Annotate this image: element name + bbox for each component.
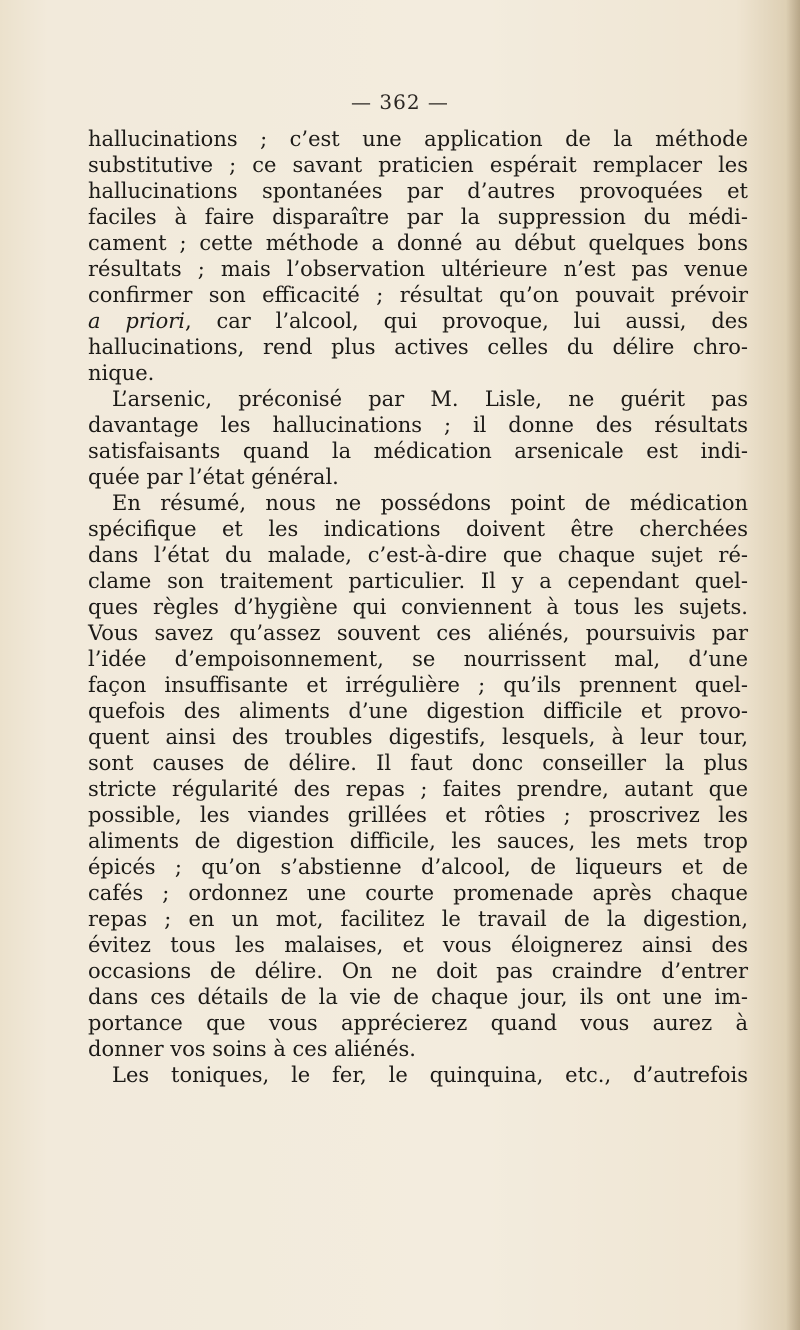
- text-line: Les toniques, le fer, le quinquina, etc., d’autrefois: [112, 1063, 748, 1087]
- text-line: hallucinations, rend plus actives celles du délire chro-: [88, 335, 748, 359]
- text-line: quent ainsi des troubles digestifs, lesquels, à leur tour,: [88, 725, 748, 749]
- text-line: aliments de digestion difficile, les sauces, les mets trop: [88, 829, 748, 853]
- text-line: cafés ; ordonnez une courte promenade après chaque: [88, 881, 748, 905]
- text-line: quée par l’état général.: [88, 465, 339, 489]
- text-line: donner vos soins à ces aliénés.: [88, 1037, 416, 1061]
- line-continuation: , car l’alcool, qui provoque, lui aussi, des: [184, 309, 748, 333]
- text-line: nique.: [88, 361, 155, 385]
- text-line: spécifique et les indications doivent être cherchées: [88, 517, 748, 541]
- text-line: portance que vous apprécierez quand vous aurez à: [88, 1011, 748, 1035]
- text-line: occasions de délire. On ne doit pas craindre d’entrer: [88, 959, 748, 983]
- page-number: — 362 —: [351, 90, 449, 114]
- text-line: sont causes de délire. Il faut donc conseiller la plus: [88, 751, 748, 775]
- text-line: ques règles d’hygiène qui conviennent à tous les sujets.: [88, 595, 748, 619]
- text-line: dans l’état du malade, c’est-à-dire que chaque sujet ré-: [88, 543, 748, 567]
- text-line: évitez tous les malaises, et vous éloignerez ainsi des: [88, 933, 748, 957]
- italic-phrase: a priori: [88, 309, 185, 333]
- body-text: [88, 126, 748, 1088]
- text-line: davantage les hallucinations ; il donne des résultats: [88, 413, 748, 437]
- text-line: confirmer son efficacité ; résultat qu’on pouvait prévoir: [88, 283, 748, 307]
- text-line: possible, les viandes grillées et rôties ; proscrivez les: [88, 803, 748, 827]
- text-line: L’arsenic, préconisé par M. Lisle, ne guérit pas: [112, 387, 748, 411]
- text-line: satisfaisants quand la médication arsenicale est indi-: [88, 439, 748, 463]
- text-line: quefois des aliments d’une digestion difficile et provo-: [88, 699, 748, 723]
- text-line: hallucinations spontanées par d’autres provoquées et: [88, 179, 748, 203]
- text-line: résultats ; mais l’observation ultérieure n’est pas venue: [88, 257, 748, 281]
- text-line: dans ces détails de la vie de chaque jour, ils ont une im-: [88, 985, 748, 1009]
- text-line: substitutive ; ce savant praticien espérait remplacer les: [88, 153, 748, 177]
- text-line: [88, 308, 748, 334]
- text-line: façon insuffisante et irrégulière ; qu’ils prennent quel-: [88, 673, 748, 697]
- text-line: clame son traitement particulier. Il y a cependant quel-: [88, 569, 748, 593]
- text-line: l’idée d’empoisonnement, se nourrissent mal, d’une: [88, 647, 748, 671]
- text-line: hallucinations ; c’est une application de la méthode: [88, 127, 748, 151]
- text-line: Vous savez qu’assez souvent ces aliénés, poursuivis par: [88, 621, 748, 645]
- text-line: épicés ; qu’on s’abstienne d’alcool, de liqueurs et de: [88, 855, 748, 879]
- text-line: En résumé, nous ne possédons point de médication: [112, 491, 748, 515]
- text-line: faciles à faire disparaître par la suppression du médi-: [88, 205, 748, 229]
- page-edge-shadow: [786, 0, 800, 1330]
- text-line: repas ; en un mot, facilitez le travail de la digestion,: [88, 907, 748, 931]
- text-line: stricte régularité des repas ; faites prendre, autant que: [88, 777, 748, 801]
- text-line: cament ; cette méthode a donné au début quelques bons: [88, 231, 748, 255]
